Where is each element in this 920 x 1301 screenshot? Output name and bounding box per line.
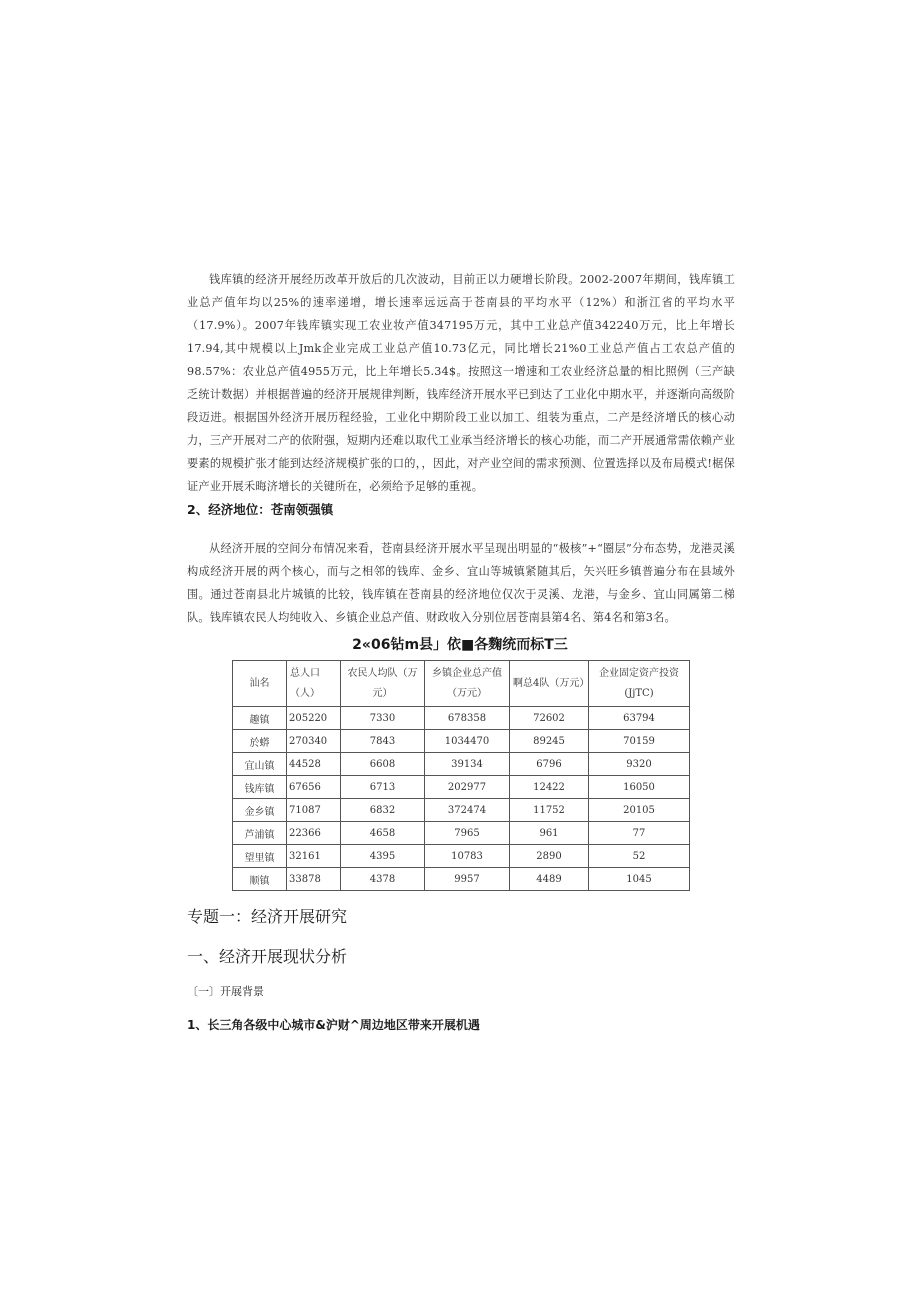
table-cell: 1045 [589, 868, 690, 891]
table-header-cell: 企业固定资产投资(JjTC) [589, 661, 690, 707]
table-cell: 芦浦镇 [233, 822, 287, 845]
table-row [233, 799, 690, 822]
table-cell: 4489 [510, 868, 589, 891]
table-cell: 2890 [510, 845, 589, 868]
table-cell: 678358 [425, 707, 510, 730]
table-cell: 205220 [287, 707, 341, 730]
table-row [233, 730, 690, 753]
table-cell: 70159 [589, 730, 690, 753]
section-heading-status-analysis: 一、经济开展现状分析 [187, 947, 348, 966]
table-header-cell: 农民人均队（万元） [341, 661, 425, 707]
table-row [233, 707, 690, 730]
table-row [233, 822, 690, 845]
subsection-heading-yangtze-delta: 1、长三角各级中心城市&沪财^周边地区带来开展机遇 [187, 1018, 480, 1032]
table-cell: 金乡镇 [233, 799, 287, 822]
table-cell: 6832 [341, 799, 425, 822]
table-cell: 6608 [341, 753, 425, 776]
table-cell: 9320 [589, 753, 690, 776]
table-cell: 宜山镇 [233, 753, 287, 776]
table-cell: 4395 [341, 845, 425, 868]
table-cell: 16050 [589, 776, 690, 799]
table-cell: 6713 [341, 776, 425, 799]
subsection-heading-background: 〔一〕开展背景 [187, 985, 264, 998]
table-cell: 39134 [425, 753, 510, 776]
table-cell: 11752 [510, 799, 589, 822]
table-cell: 趣镇 [233, 707, 287, 730]
section-heading-economic-position: 2、经济地位：苍南领强镇 [187, 502, 334, 517]
table-cell: 33878 [287, 868, 341, 891]
table-row [233, 845, 690, 868]
table-cell: 7965 [425, 822, 510, 845]
table-cell: 44528 [287, 753, 341, 776]
table-cell: 20105 [589, 799, 690, 822]
table-row [233, 753, 690, 776]
town-statistics-table [232, 660, 690, 891]
table-header-cell: 汕名 [233, 661, 287, 707]
table-cell: 6796 [510, 753, 589, 776]
table-cell: 1034470 [425, 730, 510, 753]
table-cell: 10783 [425, 845, 510, 868]
table-cell: 63794 [589, 707, 690, 730]
table-header-cell: 乡镇企业总产值（万元） [425, 661, 510, 707]
table-cell: 钱库镇 [233, 776, 287, 799]
table-cell: 於蟒 [233, 730, 287, 753]
table-cell: 89245 [510, 730, 589, 753]
table-cell: 372474 [425, 799, 510, 822]
table-cell: 961 [510, 822, 589, 845]
table-header-cell: 总人口（人） [287, 661, 341, 707]
table-cell: 77 [589, 822, 690, 845]
table-cell: 4378 [341, 868, 425, 891]
paragraph-spatial-distribution: 从经济开展的空间分布情况来看，苍南县经济开展水平呈现出明显的“极核”+“圈层”分布态势，龙港灵溪构成经济开展的两个核心，而与之相邻的钱库、金乡、宜山等城镇紧随其后，矢兴旺乡镇普遍分布在县域外围。通过苍南县北片城镇的比较，钱库镇在苍南县的经济地位仅次于灵溪、龙港，与金乡、宜山同属第二梯队。钱库镇农民人均纯收入、乡镇企业总产值、财政收入分别位居苍南县第4名、第4名和第3名。 [187, 542, 735, 624]
table-cell: 望里镇 [233, 845, 287, 868]
table-cell: 7330 [341, 707, 425, 730]
table-cell: 9957 [425, 868, 510, 891]
table-header-row [233, 661, 690, 707]
table-cell: 67656 [287, 776, 341, 799]
table-cell: 顺镇 [233, 868, 287, 891]
table-row [233, 868, 690, 891]
table-row [233, 776, 690, 799]
topic-heading: 专题一：经济开展研究 [187, 907, 348, 926]
table-cell: 71087 [287, 799, 341, 822]
table-cell: 52 [589, 845, 690, 868]
table-cell: 72602 [510, 707, 589, 730]
paragraph-economic-development: 钱库镇的经济开展经历改革开放后的几次波动，目前正以力硬增长阶段。2002-2007年期间，钱库镇工业总产值年均以25%的速率递增，增长速率远远高于苍南县的平均水平（12%）和浙江省的平均水平（17.9%）。2007年钱库镇实现工农业妆产值347195万元，其中工业总产值342240万元，比上年增长17.94,其中规模以上Jmk企业完成工业总产值10.73亿元，同比增长21%0工业总产值占工农总产值的98.57%：农业总产值4955万元，比上年增长5.34$。按照这一增速和工农业经济总量的相比照例（三产缺乏统计数据）并根据普遍的经济开展规律判断，钱库经济开展水平已到达了工业化中期水平，并逐渐向高级阶段迈进。根据国外经济开展历程经验，工业化中期阶段工业以加工、组装为重点，二产是经济增氏的核心动力，三产开展对二产的依附强，短期内还难以取代工业承当经济增长的核心功能，而二产开展通常需依赖产业要素的规模扩张才能到达经济规模扩张的口的，，因此，对产业空间的需求预测、位置选择以及布局模式!椐保证产业开展禾晦济增长的关键所在，必须给予足够的重视。 [187, 273, 735, 493]
table-cell: 202977 [425, 776, 510, 799]
table-header-cell: 啊总4队（万元） [510, 661, 589, 707]
table-cell: 7843 [341, 730, 425, 753]
table-title: 2«06钻m县」依■各麴统而标T三 [352, 637, 568, 653]
table-cell: 32161 [287, 845, 341, 868]
table-cell: 12422 [510, 776, 589, 799]
table-cell: 270340 [287, 730, 341, 753]
table-cell: 22366 [287, 822, 341, 845]
table-cell: 4658 [341, 822, 425, 845]
